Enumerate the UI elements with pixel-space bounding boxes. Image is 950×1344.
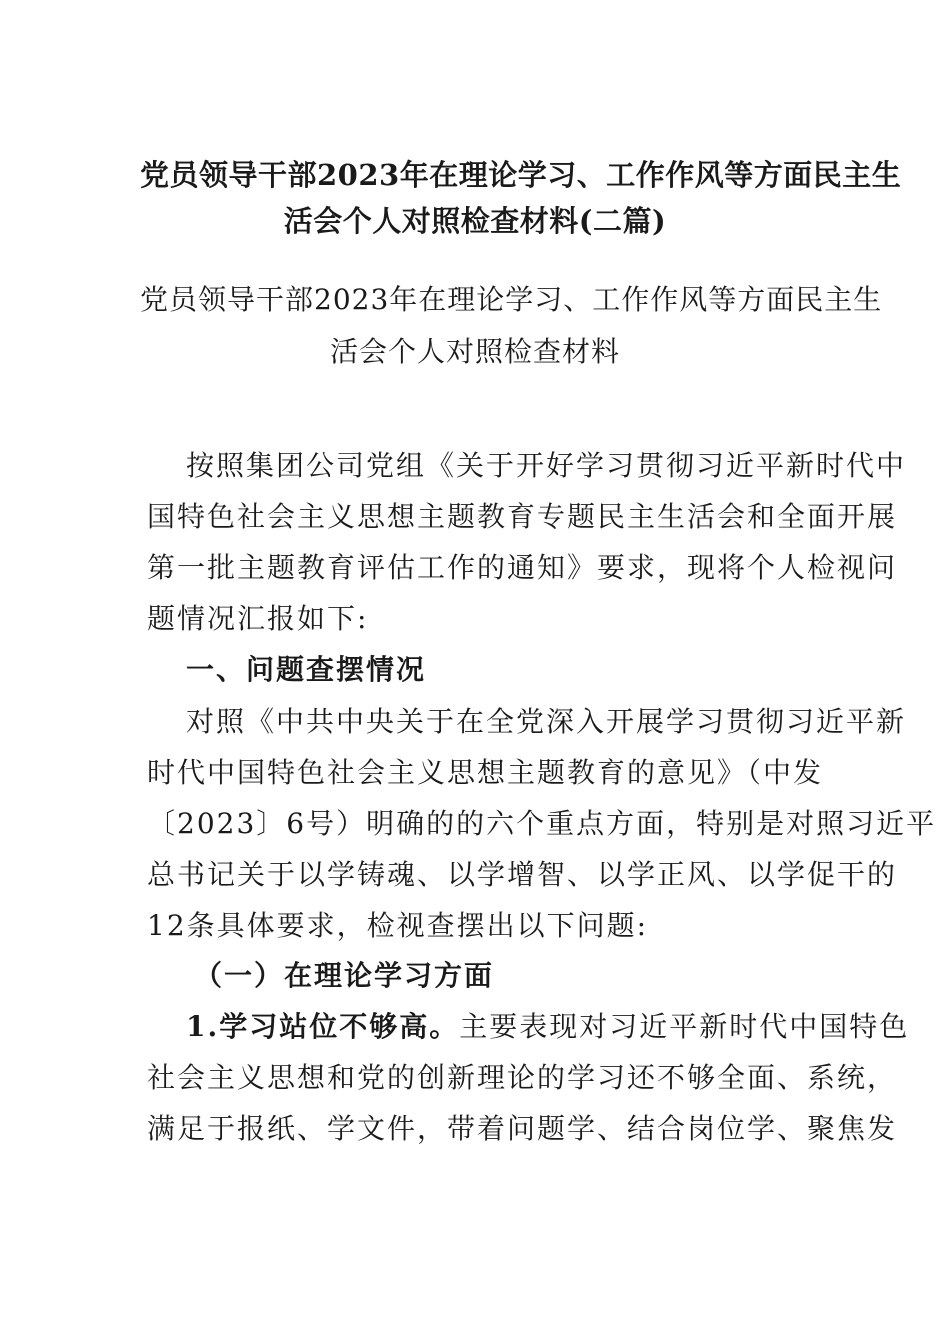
paragraph-line: 按照集团公司党组《关于开好学习贯彻习近平新时代中: [186, 449, 907, 482]
intro-paragraph: [147, 440, 907, 644]
section-heading-problems: [147, 644, 803, 695]
item-text: 主要表现对习近平新时代中国特色: [459, 1010, 910, 1043]
subtitle-line-2: 活会个人对照检查材料: [329, 335, 620, 368]
subsection-heading-text: （一）在理论学习方面: [194, 959, 495, 992]
paragraph-line: 〔2023〕6号）明确的的六个重点方面，特别是对照习近平: [147, 807, 937, 840]
paragraph-line: 总书记关于以学铸魂、以学增智、以学正风、以学促干的: [147, 858, 898, 891]
paragraph-line: 满足于报纸、学文件，带着问题学、结合岗位学、聚焦发: [147, 1112, 898, 1145]
paragraph-line: 对照《中共中央关于在全党深入开展学习贯彻习近平新: [186, 705, 907, 738]
paragraph-line: 社会主义思想和党的创新理论的学习还不够全面、系统，: [147, 1061, 898, 1094]
item-first-line: [147, 1001, 910, 1052]
paragraph-line: 国特色社会主义思想主题教育专题民主生活会和全面开展: [147, 500, 898, 533]
document-subtitle: [140, 274, 883, 378]
paragraph-line: 12条具体要求，检视查摆出以下问题:: [147, 909, 649, 942]
item-title: 1.学习站位不够高。: [186, 1010, 460, 1043]
item-paragraph: [147, 1001, 910, 1154]
paragraph-line: 时代中国特色社会主义思想主题教育的意见》（中发: [147, 756, 824, 789]
section-paragraph: [147, 696, 937, 951]
subsection-heading-theory: [147, 950, 803, 1001]
subtitle-line-1: 党员领导干部2023年在理论学习、工作作风等方面民主生: [140, 283, 883, 316]
section-heading-text: 一、问题查摆情况: [186, 653, 427, 686]
title-line-2: 活会个人对照检查材料(二篇): [283, 204, 667, 238]
paragraph-line: 第一批主题教育评估工作的通知》要求，现将个人检视问: [147, 551, 898, 584]
title-line-1: 党员领导干部2023年在理论学习、工作作风等方面民主生: [140, 158, 902, 192]
paragraph-line: 题情况汇报如下:: [147, 602, 369, 635]
document-title: [140, 152, 902, 244]
